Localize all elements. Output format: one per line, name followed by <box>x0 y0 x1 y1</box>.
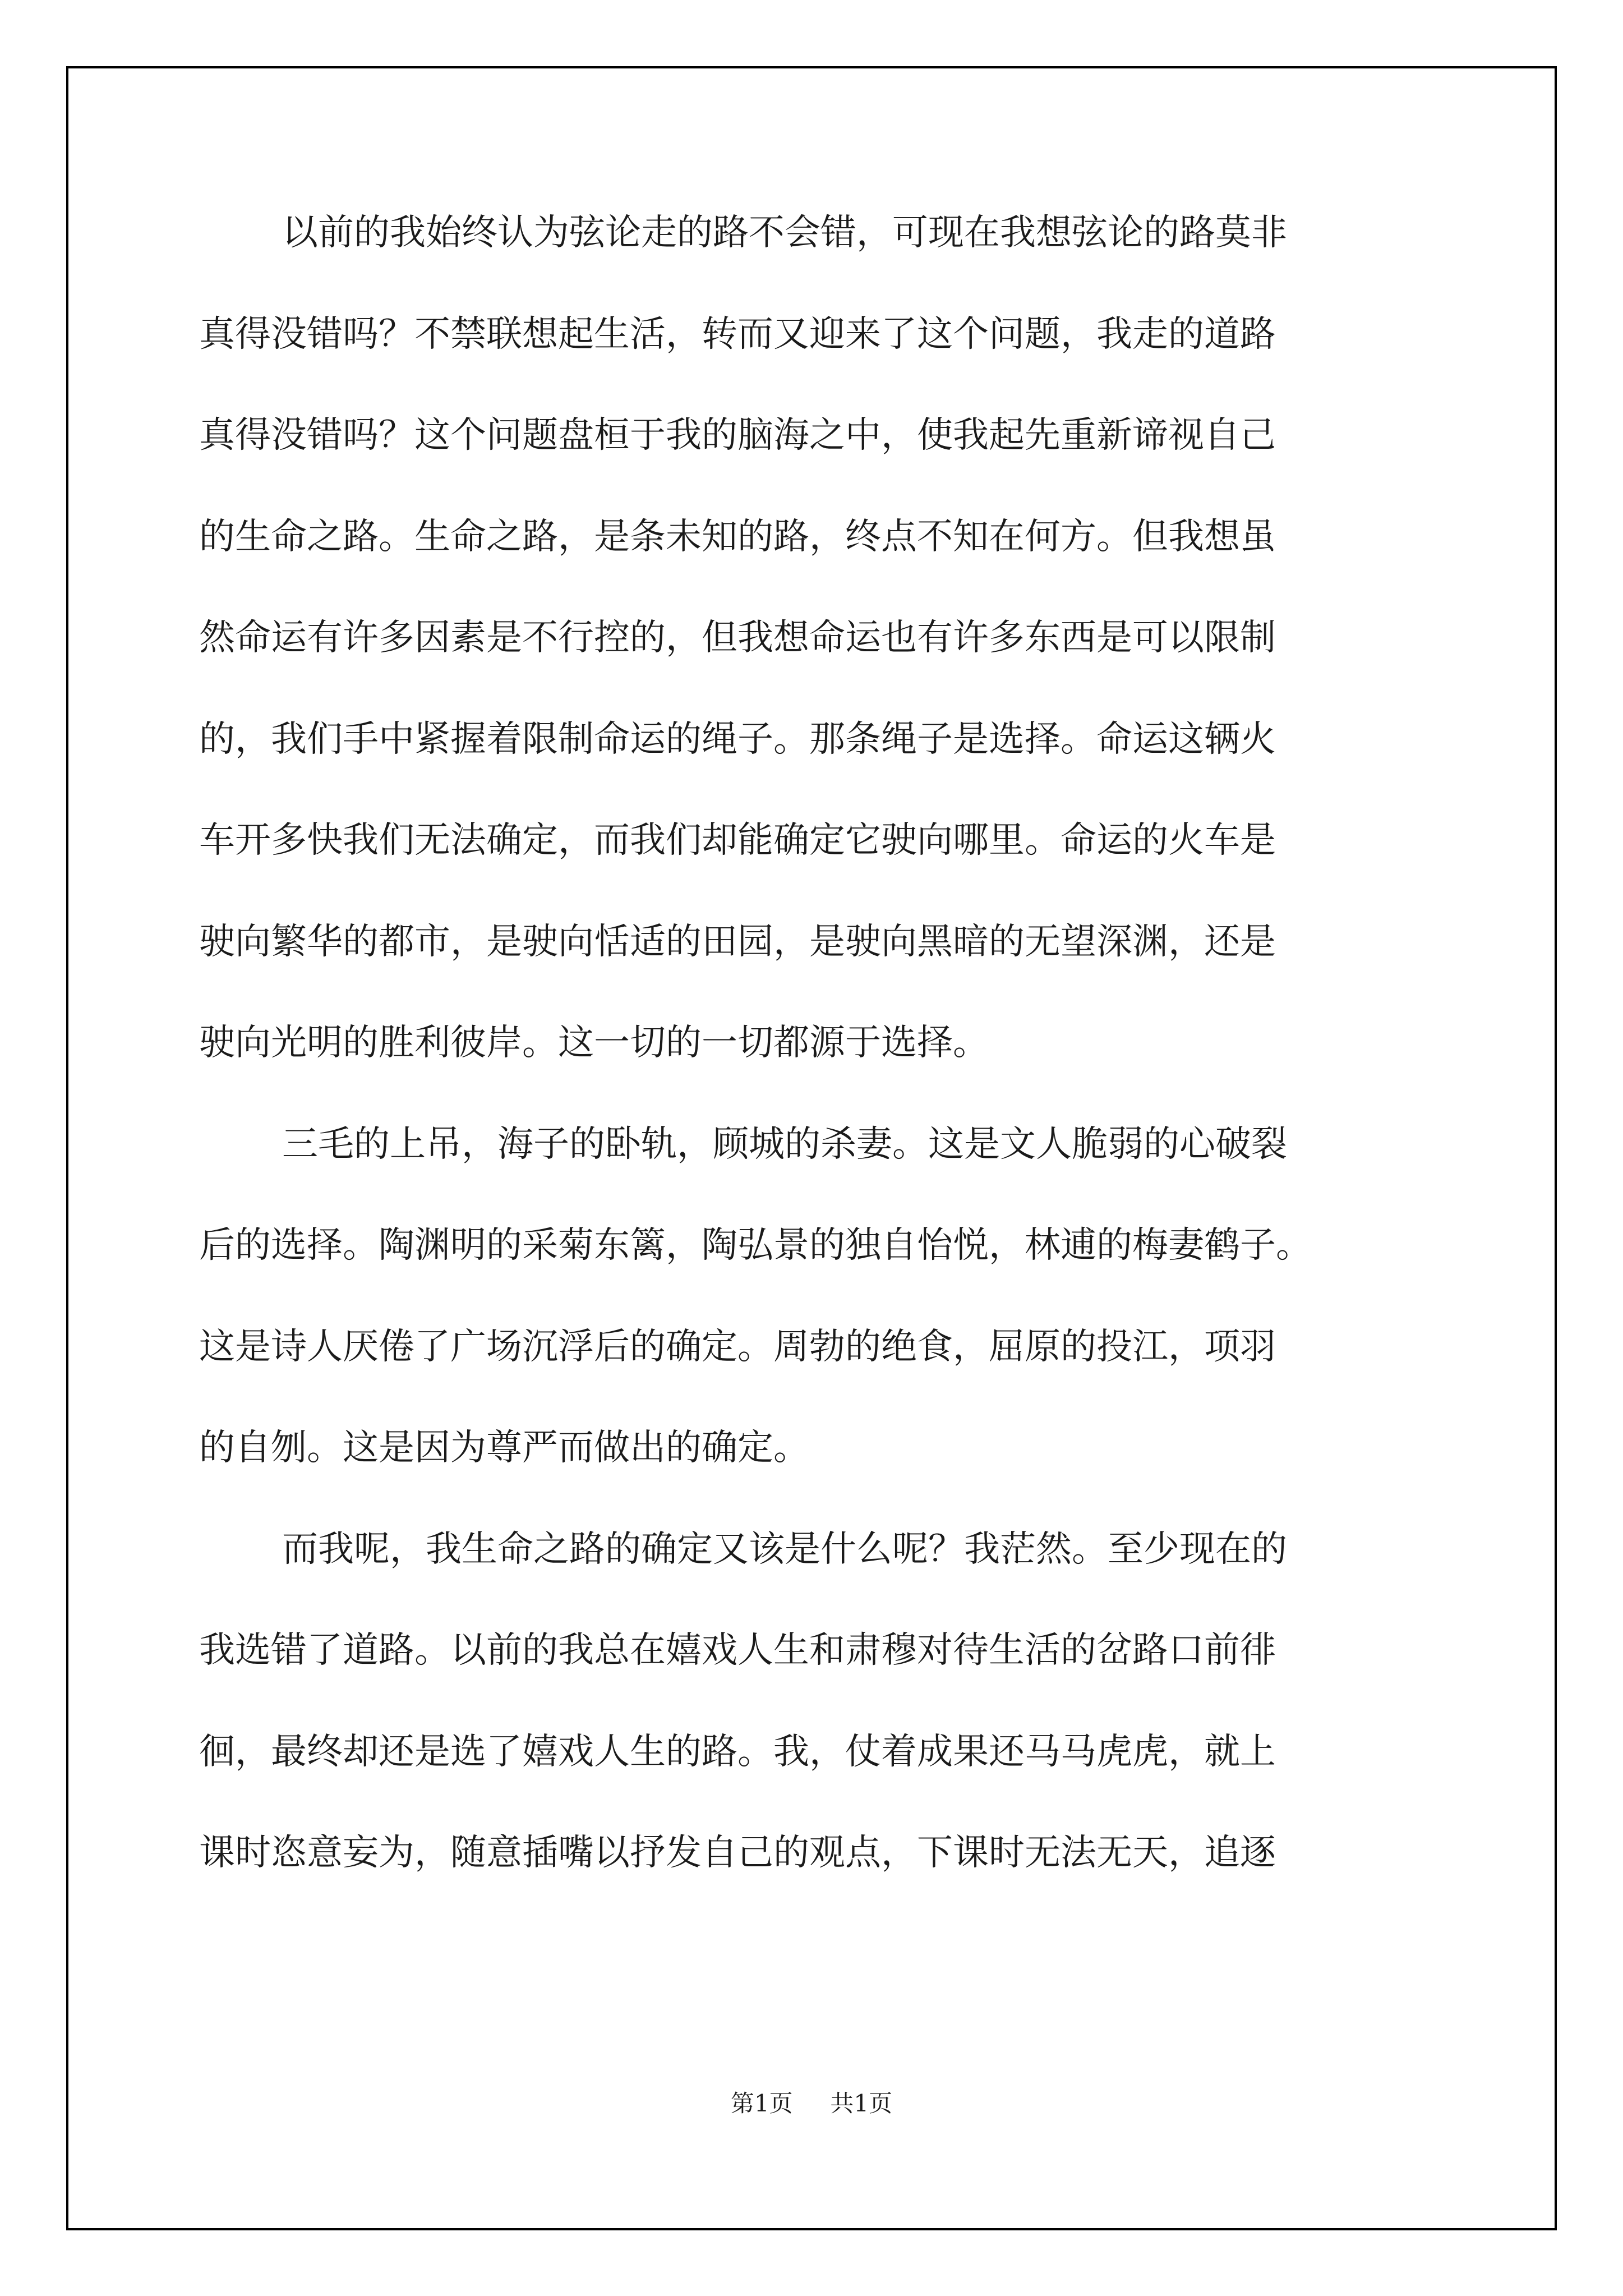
text-line: 的自刎。这是因为尊严而做出的确定。 <box>199 1427 809 1469</box>
text-line: 这是诗人厌倦了广场沉浮后的确定。周勃的绝食，屈原的投江，项羽 <box>199 1326 1276 1368</box>
page-footer <box>0 2090 1623 2118</box>
text-line: 驶向繁华的都市，是驶向恬适的田园，是驶向黑暗的无望深渊，还是 <box>199 921 1276 963</box>
page-total: 共1页 <box>830 2090 893 2117</box>
text-line: 车开多快我们无法确定，而我们却能确定它驶向哪里。命运的火车是 <box>199 820 1276 861</box>
text-line: 后的选择。陶渊明的采菊东篱，陶弘景的独自怡悦，林逋的梅妻鹤子。 <box>199 1225 1312 1266</box>
text-line: 的生命之路。生命之路，是条未知的路，终点不知在何方。但我想虽 <box>199 516 1276 558</box>
text-line: 驶向光明的胜利彼岸。这一切的一切都源于选择。 <box>199 1022 989 1064</box>
paragraph-1 <box>199 208 1427 1068</box>
document-body <box>199 208 1427 1929</box>
text-line: 以前的我始终认为弦论走的路不会错，可现在我想弦论的路莫非 <box>282 212 1287 254</box>
text-line: 课时恣意妄为，随意插嘴以抒发自己的观点，下课时无法无天，追逐 <box>199 1832 1276 1874</box>
text-line: 真得没错吗？这个问题盘桓于我的脑海之中，使我起先重新谛视自己 <box>199 415 1276 456</box>
text-line: 而我呢，我生命之路的确定又该是什么呢？我茫然。至少现在的 <box>282 1528 1287 1570</box>
text-line: 真得没错吗？不禁联想起生活，转而又迎来了这个问题，我走的道路 <box>199 313 1276 355</box>
text-line: 的，我们手中紧握着限制命运的绳子。那条绳子是选择。命运这辆火 <box>199 718 1276 760</box>
text-line: 然命运有许多因素是不行控的，但我想命运也有许多东西是可以限制 <box>199 617 1276 659</box>
paragraph-3 <box>199 1524 1427 1879</box>
paragraph-2 <box>199 1119 1427 1474</box>
text-line: 我选错了道路。以前的我总在嬉戏人生和肃穆对待生活的岔路口前徘 <box>199 1630 1276 1671</box>
page-number: 第1页 <box>730 2090 793 2117</box>
text-line: 三毛的上吊，海子的卧轨，顾城的杀妻。这是文人脆弱的心破裂 <box>282 1123 1287 1165</box>
text-line: 徊，最终却还是选了嬉戏人生的路。我，仗着成果还马马虎虎，就上 <box>199 1731 1276 1773</box>
